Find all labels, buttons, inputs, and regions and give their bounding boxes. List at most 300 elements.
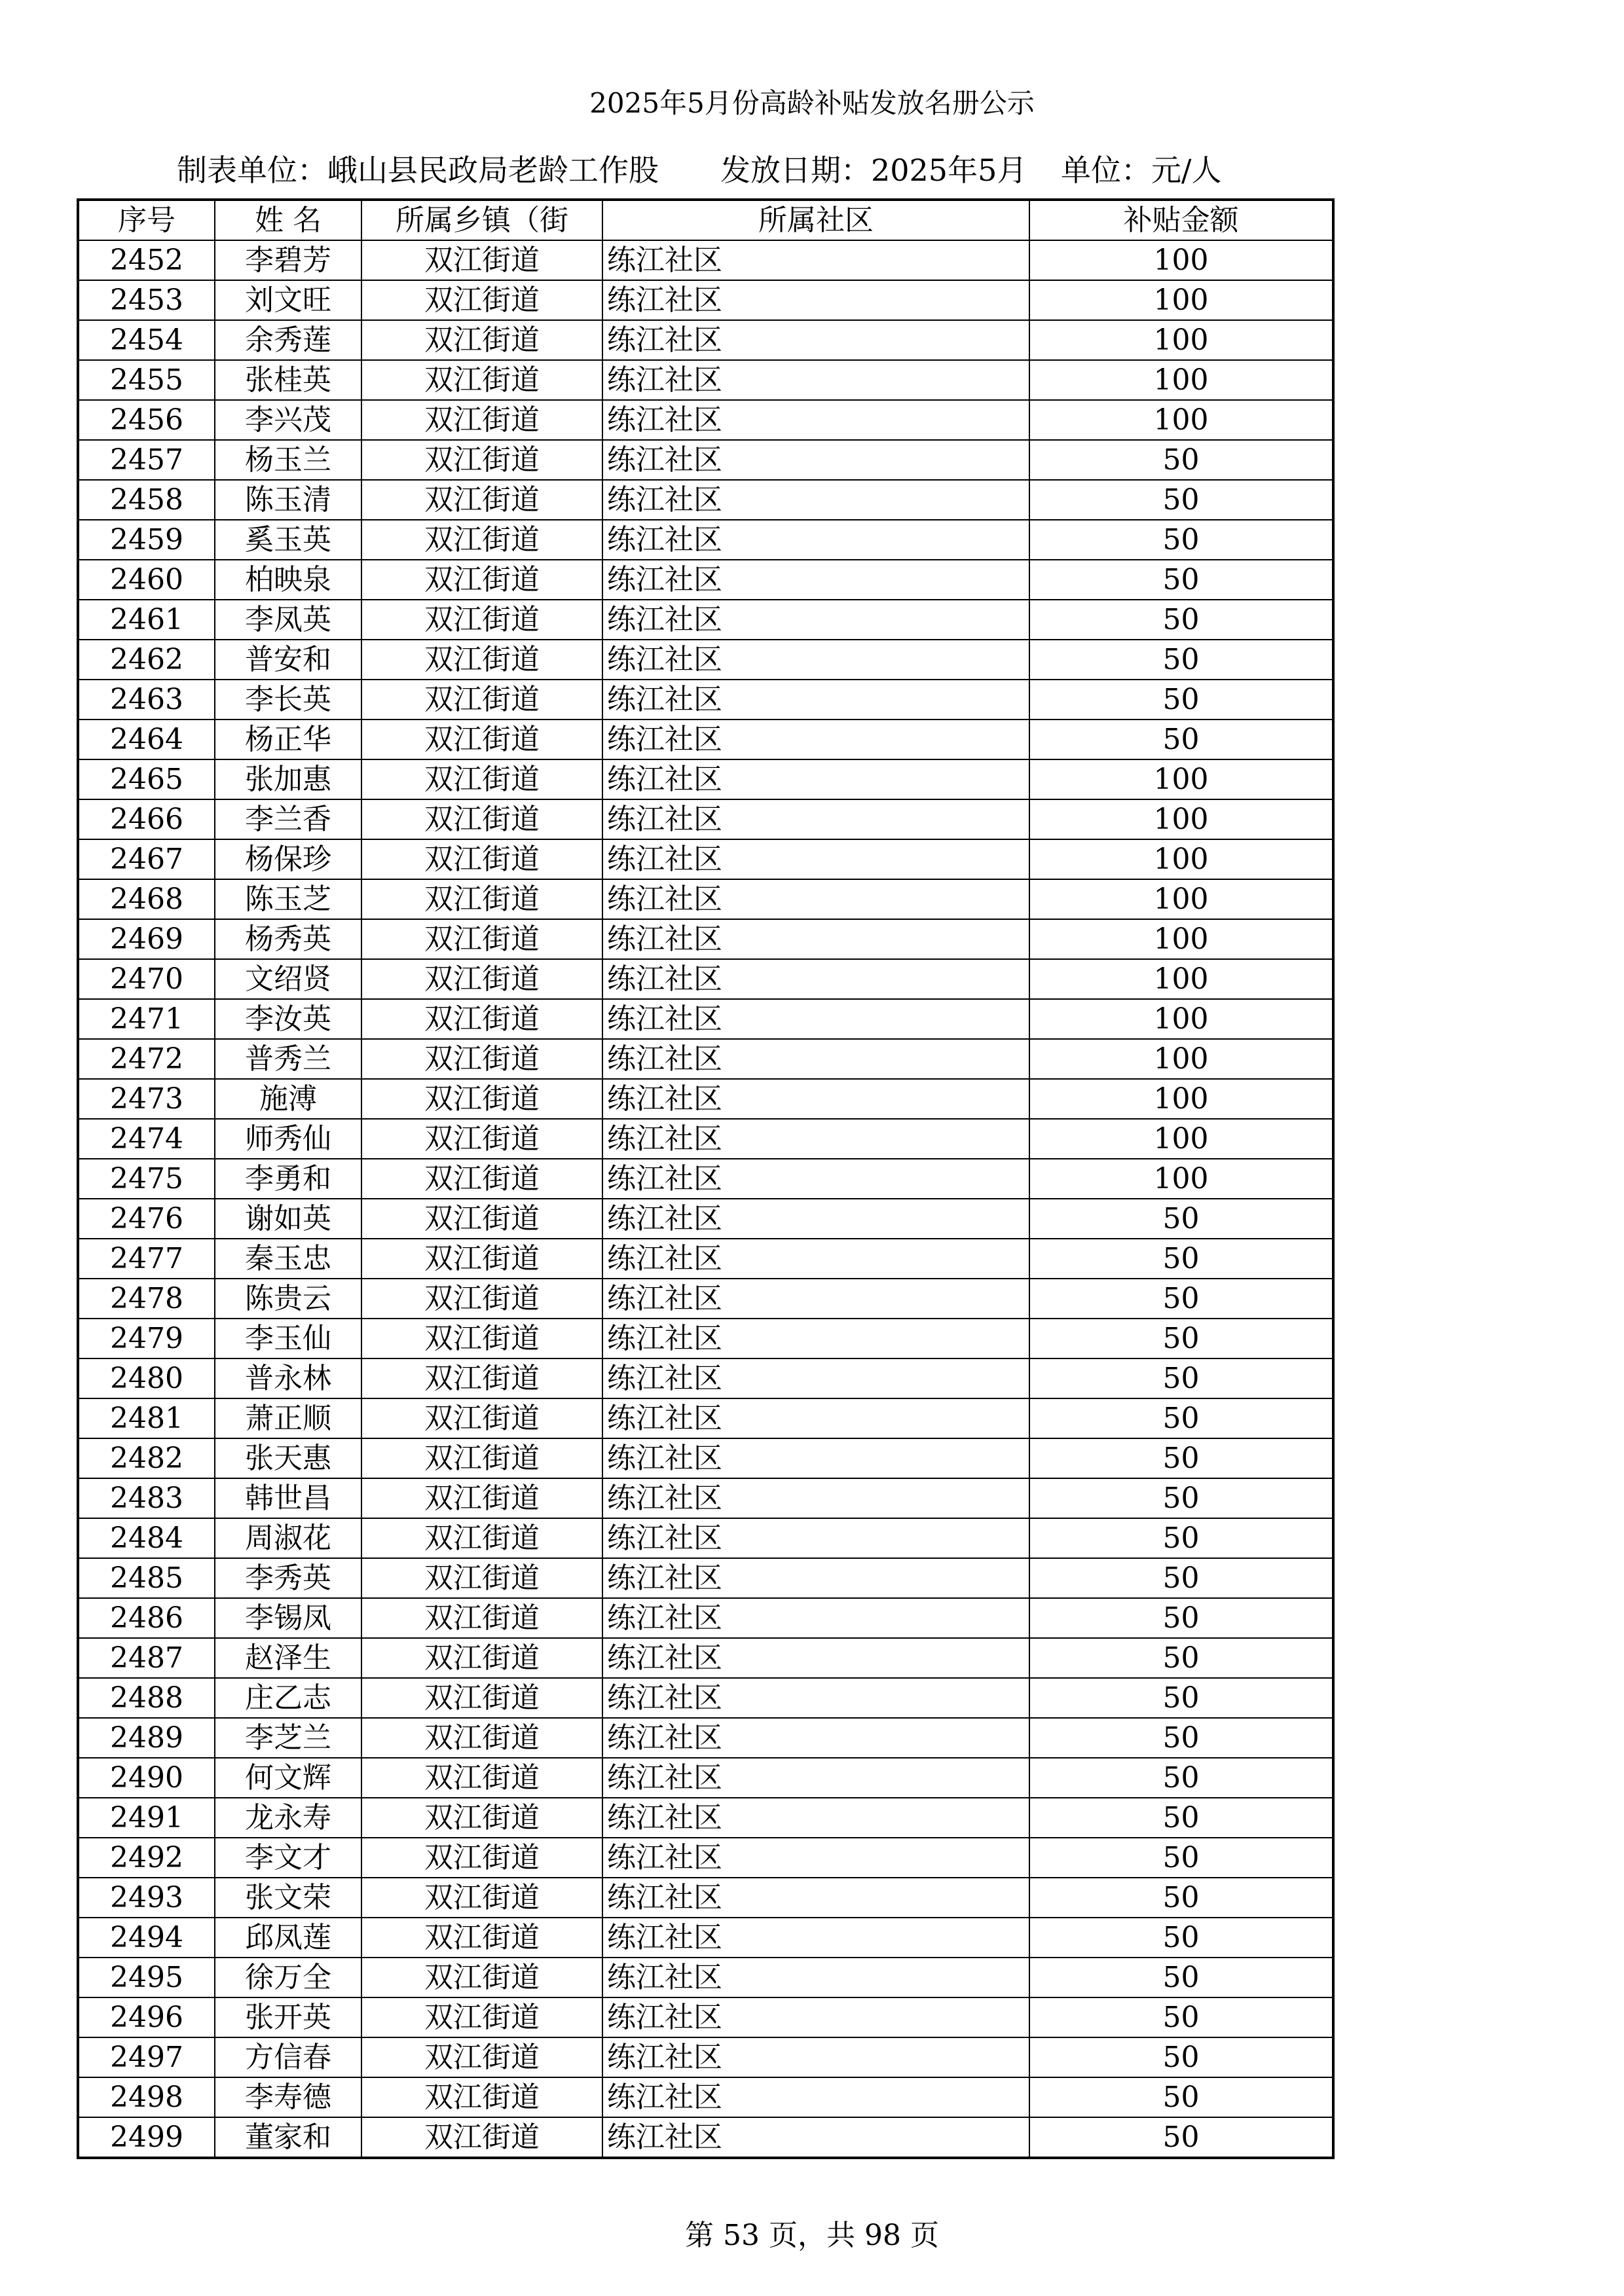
cell-name: 师秀仙 [215, 1119, 361, 1159]
cell-serial-number: 2493 [78, 1878, 215, 1918]
cell-township: 双江街道 [361, 360, 602, 400]
cell-community: 练江社区 [602, 240, 1029, 280]
cell-serial-number: 2475 [78, 1159, 215, 1199]
cell-township: 双江街道 [361, 2037, 602, 2077]
table-row [78, 440, 1333, 480]
cell-name: 张文荣 [215, 1878, 361, 1918]
cell-serial-number: 2478 [78, 1279, 215, 1319]
cell-subsidy-amount: 100 [1029, 919, 1333, 959]
cell-serial-number: 2455 [78, 360, 215, 400]
cell-subsidy-amount: 100 [1029, 280, 1333, 320]
table-row [78, 2077, 1333, 2117]
cell-township: 双江街道 [361, 560, 602, 600]
cell-name: 张开英 [215, 1997, 361, 2037]
cell-township: 双江街道 [361, 480, 602, 520]
cell-community: 练江社区 [602, 919, 1029, 959]
cell-serial-number: 2458 [78, 480, 215, 520]
table-row [78, 400, 1333, 440]
cell-serial-number: 2482 [78, 1438, 215, 1478]
cell-serial-number: 2487 [78, 1638, 215, 1678]
cell-subsidy-amount: 50 [1029, 520, 1333, 560]
table-row [78, 1199, 1333, 1239]
cell-name: 张桂英 [215, 360, 361, 400]
cell-subsidy-amount: 50 [1029, 640, 1333, 680]
cell-name: 刘文旺 [215, 280, 361, 320]
cell-township: 双江街道 [361, 1358, 602, 1398]
cell-community: 练江社区 [602, 1838, 1029, 1878]
cell-township: 双江街道 [361, 1398, 602, 1438]
table-row [78, 1798, 1333, 1838]
cell-subsidy-amount: 100 [1029, 1159, 1333, 1199]
table-row [78, 1039, 1333, 1079]
cell-township: 双江街道 [361, 1958, 602, 1997]
table-row [78, 839, 1333, 879]
cell-name: 杨秀英 [215, 919, 361, 959]
cell-serial-number: 2472 [78, 1039, 215, 1079]
cell-serial-number: 2465 [78, 759, 215, 799]
table-row [78, 360, 1333, 400]
header-township: 所属乡镇（街 [361, 200, 602, 240]
cell-subsidy-amount: 50 [1029, 1798, 1333, 1838]
cell-name: 普永林 [215, 1358, 361, 1398]
cell-serial-number: 2460 [78, 560, 215, 600]
cell-name: 谢如英 [215, 1199, 361, 1239]
cell-name: 庄乙志 [215, 1678, 361, 1718]
cell-township: 双江街道 [361, 1319, 602, 1358]
cell-serial-number: 2470 [78, 959, 215, 999]
cell-community: 练江社区 [602, 1678, 1029, 1718]
cell-name: 方信春 [215, 2037, 361, 2077]
cell-community: 练江社区 [602, 520, 1029, 560]
cell-name: 李秀英 [215, 1558, 361, 1598]
cell-subsidy-amount: 100 [1029, 959, 1333, 999]
cell-subsidy-amount: 100 [1029, 879, 1333, 919]
table-body [78, 240, 1333, 2158]
cell-name: 何文辉 [215, 1758, 361, 1798]
cell-subsidy-amount: 100 [1029, 1119, 1333, 1159]
cell-subsidy-amount: 50 [1029, 1319, 1333, 1358]
cell-name: 余秀莲 [215, 320, 361, 360]
cell-community: 练江社区 [602, 440, 1029, 480]
cell-name: 李兴茂 [215, 400, 361, 440]
cell-community: 练江社区 [602, 480, 1029, 520]
table-row [78, 1718, 1333, 1758]
cell-township: 双江街道 [361, 280, 602, 320]
cell-serial-number: 2464 [78, 720, 215, 759]
cell-name: 韩世昌 [215, 1478, 361, 1518]
cell-community: 练江社区 [602, 1398, 1029, 1438]
table-row [78, 1518, 1333, 1558]
cell-subsidy-amount: 50 [1029, 1678, 1333, 1718]
table-row [78, 999, 1333, 1039]
cell-subsidy-amount: 50 [1029, 480, 1333, 520]
table-row [78, 1758, 1333, 1798]
cell-township: 双江街道 [361, 1598, 602, 1638]
cell-serial-number: 2499 [78, 2117, 215, 2158]
table-row [78, 520, 1333, 560]
amount-unit: 单位：元/人 [1061, 153, 1222, 188]
cell-township: 双江街道 [361, 2117, 602, 2158]
cell-community: 练江社区 [602, 1638, 1029, 1678]
cell-subsidy-amount: 50 [1029, 1558, 1333, 1598]
header-name: 姓 名 [215, 200, 361, 240]
cell-serial-number: 2453 [78, 280, 215, 320]
cell-serial-number: 2468 [78, 879, 215, 919]
cell-community: 练江社区 [602, 1878, 1029, 1918]
cell-community: 练江社区 [602, 1199, 1029, 1239]
cell-community: 练江社区 [602, 2037, 1029, 2077]
cell-name: 杨保珍 [215, 839, 361, 879]
cell-serial-number: 2489 [78, 1718, 215, 1758]
prepared-by-unit: 制表单位：峨山县民政局老龄工作股 [177, 153, 659, 188]
cell-township: 双江街道 [361, 1997, 602, 2037]
cell-subsidy-amount: 50 [1029, 1598, 1333, 1638]
cell-serial-number: 2490 [78, 1758, 215, 1798]
cell-township: 双江街道 [361, 1558, 602, 1598]
cell-community: 练江社区 [602, 720, 1029, 759]
cell-subsidy-amount: 50 [1029, 1398, 1333, 1438]
cell-township: 双江街道 [361, 440, 602, 480]
cell-township: 双江街道 [361, 1638, 602, 1678]
header-subsidy-amount: 补贴金额 [1029, 200, 1333, 240]
cell-community: 练江社区 [602, 839, 1029, 879]
cell-township: 双江街道 [361, 240, 602, 280]
table-row [78, 1878, 1333, 1918]
cell-township: 双江街道 [361, 1518, 602, 1558]
issue-date: 发放日期：2025年5月 [720, 153, 1027, 188]
cell-township: 双江街道 [361, 919, 602, 959]
cell-serial-number: 2462 [78, 640, 215, 680]
cell-serial-number: 2481 [78, 1398, 215, 1438]
table-row [78, 799, 1333, 839]
cell-township: 双江街道 [361, 520, 602, 560]
cell-community: 练江社区 [602, 799, 1029, 839]
cell-subsidy-amount: 50 [1029, 2117, 1333, 2158]
cell-name: 普安和 [215, 640, 361, 680]
cell-community: 练江社区 [602, 680, 1029, 720]
cell-subsidy-amount: 50 [1029, 720, 1333, 759]
cell-subsidy-amount: 100 [1029, 400, 1333, 440]
cell-subsidy-amount: 50 [1029, 1958, 1333, 1997]
cell-serial-number: 2479 [78, 1319, 215, 1358]
cell-community: 练江社区 [602, 1319, 1029, 1358]
cell-community: 练江社区 [602, 1239, 1029, 1279]
table-row [78, 1279, 1333, 1319]
cell-community: 练江社区 [602, 400, 1029, 440]
cell-community: 练江社区 [602, 959, 1029, 999]
cell-name: 李兰香 [215, 799, 361, 839]
cell-township: 双江街道 [361, 600, 602, 640]
cell-community: 练江社区 [602, 1598, 1029, 1638]
cell-subsidy-amount: 50 [1029, 2037, 1333, 2077]
cell-serial-number: 2469 [78, 919, 215, 959]
cell-township: 双江街道 [361, 1918, 602, 1958]
subsidy-register-table [77, 198, 1335, 2159]
cell-serial-number: 2457 [78, 440, 215, 480]
table-row [78, 919, 1333, 959]
cell-serial-number: 2492 [78, 1838, 215, 1878]
table-row [78, 240, 1333, 280]
cell-serial-number: 2498 [78, 2077, 215, 2117]
cell-community: 练江社区 [602, 360, 1029, 400]
table-row [78, 320, 1333, 360]
cell-township: 双江街道 [361, 1798, 602, 1838]
table-row [78, 1159, 1333, 1199]
table-row [78, 1958, 1333, 1997]
cell-subsidy-amount: 100 [1029, 839, 1333, 879]
table-row [78, 720, 1333, 759]
cell-subsidy-amount: 50 [1029, 1918, 1333, 1958]
table-row [78, 879, 1333, 919]
cell-community: 练江社区 [602, 280, 1029, 320]
cell-township: 双江街道 [361, 999, 602, 1039]
cell-township: 双江街道 [361, 1079, 602, 1119]
cell-township: 双江街道 [361, 799, 602, 839]
cell-community: 练江社区 [602, 1438, 1029, 1478]
table-row [78, 1558, 1333, 1598]
table-row [78, 1838, 1333, 1878]
cell-township: 双江街道 [361, 1119, 602, 1159]
cell-township: 双江街道 [361, 1718, 602, 1758]
cell-name: 陈玉芝 [215, 879, 361, 919]
cell-township: 双江街道 [361, 2077, 602, 2117]
cell-subsidy-amount: 100 [1029, 1079, 1333, 1119]
cell-name: 陈贵云 [215, 1279, 361, 1319]
cell-subsidy-amount: 50 [1029, 1199, 1333, 1239]
cell-community: 练江社区 [602, 1558, 1029, 1598]
table-row [78, 759, 1333, 799]
cell-community: 练江社区 [602, 1279, 1029, 1319]
cell-community: 练江社区 [602, 640, 1029, 680]
table-row [78, 640, 1333, 680]
cell-name: 赵泽生 [215, 1638, 361, 1678]
cell-community: 练江社区 [602, 999, 1029, 1039]
cell-community: 练江社区 [602, 1758, 1029, 1798]
header-community: 所属社区 [602, 200, 1029, 240]
cell-township: 双江街道 [361, 879, 602, 919]
cell-serial-number: 2459 [78, 520, 215, 560]
cell-serial-number: 2486 [78, 1598, 215, 1638]
cell-township: 双江街道 [361, 400, 602, 440]
cell-serial-number: 2491 [78, 1798, 215, 1838]
cell-name: 董家和 [215, 2117, 361, 2158]
cell-name: 李汝英 [215, 999, 361, 1039]
cell-subsidy-amount: 50 [1029, 600, 1333, 640]
cell-name: 李锡凤 [215, 1598, 361, 1638]
cell-community: 练江社区 [602, 1478, 1029, 1518]
table-row [78, 560, 1333, 600]
cell-subsidy-amount: 100 [1029, 360, 1333, 400]
cell-name: 秦玉忠 [215, 1239, 361, 1279]
cell-subsidy-amount: 50 [1029, 1997, 1333, 2037]
cell-subsidy-amount: 50 [1029, 1838, 1333, 1878]
cell-serial-number: 2496 [78, 1997, 215, 2037]
cell-community: 练江社区 [602, 1518, 1029, 1558]
cell-subsidy-amount: 50 [1029, 560, 1333, 600]
table-header-row [78, 200, 1333, 240]
table-row [78, 1239, 1333, 1279]
table-row [78, 1319, 1333, 1358]
cell-community: 练江社区 [602, 2117, 1029, 2158]
cell-township: 双江街道 [361, 1678, 602, 1718]
cell-subsidy-amount: 100 [1029, 1039, 1333, 1079]
cell-name: 杨正华 [215, 720, 361, 759]
cell-name: 奚玉英 [215, 520, 361, 560]
cell-township: 双江街道 [361, 959, 602, 999]
table-row [78, 2037, 1333, 2077]
cell-name: 周淑花 [215, 1518, 361, 1558]
cell-serial-number: 2456 [78, 400, 215, 440]
cell-community: 练江社区 [602, 879, 1029, 919]
cell-township: 双江街道 [361, 1159, 602, 1199]
cell-serial-number: 2473 [78, 1079, 215, 1119]
cell-subsidy-amount: 50 [1029, 1718, 1333, 1758]
cell-name: 李芝兰 [215, 1718, 361, 1758]
cell-township: 双江街道 [361, 1199, 602, 1239]
cell-name: 文绍贤 [215, 959, 361, 999]
cell-community: 练江社区 [602, 1798, 1029, 1838]
cell-subsidy-amount: 50 [1029, 1438, 1333, 1478]
cell-serial-number: 2477 [78, 1239, 215, 1279]
cell-community: 练江社区 [602, 1039, 1029, 1079]
cell-community: 练江社区 [602, 759, 1029, 799]
cell-serial-number: 2454 [78, 320, 215, 360]
cell-community: 练江社区 [602, 1718, 1029, 1758]
cell-serial-number: 2452 [78, 240, 215, 280]
cell-name: 邱凤莲 [215, 1918, 361, 1958]
table-row [78, 1918, 1333, 1958]
cell-name: 张加惠 [215, 759, 361, 799]
cell-subsidy-amount: 50 [1029, 1478, 1333, 1518]
cell-township: 双江街道 [361, 1239, 602, 1279]
cell-name: 李玉仙 [215, 1319, 361, 1358]
cell-subsidy-amount: 50 [1029, 2077, 1333, 2117]
cell-township: 双江街道 [361, 759, 602, 799]
cell-township: 双江街道 [361, 1758, 602, 1798]
cell-serial-number: 2467 [78, 839, 215, 879]
cell-serial-number: 2463 [78, 680, 215, 720]
cell-subsidy-amount: 50 [1029, 1518, 1333, 1558]
table-row [78, 680, 1333, 720]
cell-community: 练江社区 [602, 1997, 1029, 2037]
cell-subsidy-amount: 100 [1029, 320, 1333, 360]
cell-serial-number: 2471 [78, 999, 215, 1039]
cell-serial-number: 2466 [78, 799, 215, 839]
cell-name: 李碧芳 [215, 240, 361, 280]
cell-community: 练江社区 [602, 1358, 1029, 1398]
cell-serial-number: 2480 [78, 1358, 215, 1398]
cell-name: 李勇和 [215, 1159, 361, 1199]
table-row [78, 1438, 1333, 1478]
cell-community: 练江社区 [602, 1918, 1029, 1958]
table-row [78, 480, 1333, 520]
cell-township: 双江街道 [361, 1838, 602, 1878]
cell-serial-number: 2494 [78, 1918, 215, 1958]
table-row [78, 1119, 1333, 1159]
cell-subsidy-amount: 50 [1029, 1239, 1333, 1279]
cell-name: 李文才 [215, 1838, 361, 1878]
page-title: 2025年5月份高龄补贴发放名册公示 [589, 87, 1035, 119]
cell-serial-number: 2474 [78, 1119, 215, 1159]
table-row [78, 600, 1333, 640]
cell-community: 练江社区 [602, 560, 1029, 600]
cell-serial-number: 2483 [78, 1478, 215, 1518]
table-row [78, 280, 1333, 320]
cell-serial-number: 2461 [78, 600, 215, 640]
cell-subsidy-amount: 50 [1029, 440, 1333, 480]
cell-subsidy-amount: 50 [1029, 1358, 1333, 1398]
cell-township: 双江街道 [361, 680, 602, 720]
header-serial-number: 序号 [78, 200, 215, 240]
cell-serial-number: 2495 [78, 1958, 215, 1997]
cell-subsidy-amount: 50 [1029, 1638, 1333, 1678]
cell-township: 双江街道 [361, 1478, 602, 1518]
cell-serial-number: 2488 [78, 1678, 215, 1718]
cell-name: 徐万全 [215, 1958, 361, 1997]
cell-subsidy-amount: 100 [1029, 999, 1333, 1039]
cell-township: 双江街道 [361, 839, 602, 879]
cell-serial-number: 2485 [78, 1558, 215, 1598]
cell-name: 陈玉清 [215, 480, 361, 520]
cell-subsidy-amount: 100 [1029, 799, 1333, 839]
cell-name: 萧正顺 [215, 1398, 361, 1438]
table-row [78, 2117, 1333, 2158]
cell-community: 练江社区 [602, 1159, 1029, 1199]
cell-name: 普秀兰 [215, 1039, 361, 1079]
cell-township: 双江街道 [361, 720, 602, 759]
cell-name: 张天惠 [215, 1438, 361, 1478]
table-row [78, 1398, 1333, 1438]
table-row [78, 1638, 1333, 1678]
cell-subsidy-amount: 50 [1029, 1758, 1333, 1798]
cell-name: 杨玉兰 [215, 440, 361, 480]
cell-name: 李寿德 [215, 2077, 361, 2117]
cell-name: 李长英 [215, 680, 361, 720]
cell-subsidy-amount: 50 [1029, 1878, 1333, 1918]
cell-township: 双江街道 [361, 1279, 602, 1319]
cell-community: 练江社区 [602, 2077, 1029, 2117]
table-row [78, 1079, 1333, 1119]
cell-township: 双江街道 [361, 320, 602, 360]
cell-community: 练江社区 [602, 320, 1029, 360]
cell-community: 练江社区 [602, 1958, 1029, 1997]
cell-township: 双江街道 [361, 1039, 602, 1079]
cell-name: 柏映泉 [215, 560, 361, 600]
cell-community: 练江社区 [602, 1079, 1029, 1119]
cell-subsidy-amount: 50 [1029, 680, 1333, 720]
cell-name: 施溥 [215, 1079, 361, 1119]
cell-community: 练江社区 [602, 1119, 1029, 1159]
page-number: 第 53 页，共 98 页 [685, 2219, 939, 2252]
cell-community: 练江社区 [602, 600, 1029, 640]
table-row [78, 959, 1333, 999]
table-row [78, 1358, 1333, 1398]
cell-township: 双江街道 [361, 1438, 602, 1478]
cell-township: 双江街道 [361, 1878, 602, 1918]
cell-subsidy-amount: 50 [1029, 1279, 1333, 1319]
table-row [78, 1478, 1333, 1518]
cell-township: 双江街道 [361, 640, 602, 680]
cell-serial-number: 2484 [78, 1518, 215, 1558]
table-row [78, 1997, 1333, 2037]
cell-name: 李凤英 [215, 600, 361, 640]
cell-subsidy-amount: 100 [1029, 240, 1333, 280]
cell-serial-number: 2497 [78, 2037, 215, 2077]
table-row [78, 1598, 1333, 1638]
table-row [78, 1678, 1333, 1718]
cell-name: 龙永寿 [215, 1798, 361, 1838]
cell-subsidy-amount: 100 [1029, 759, 1333, 799]
